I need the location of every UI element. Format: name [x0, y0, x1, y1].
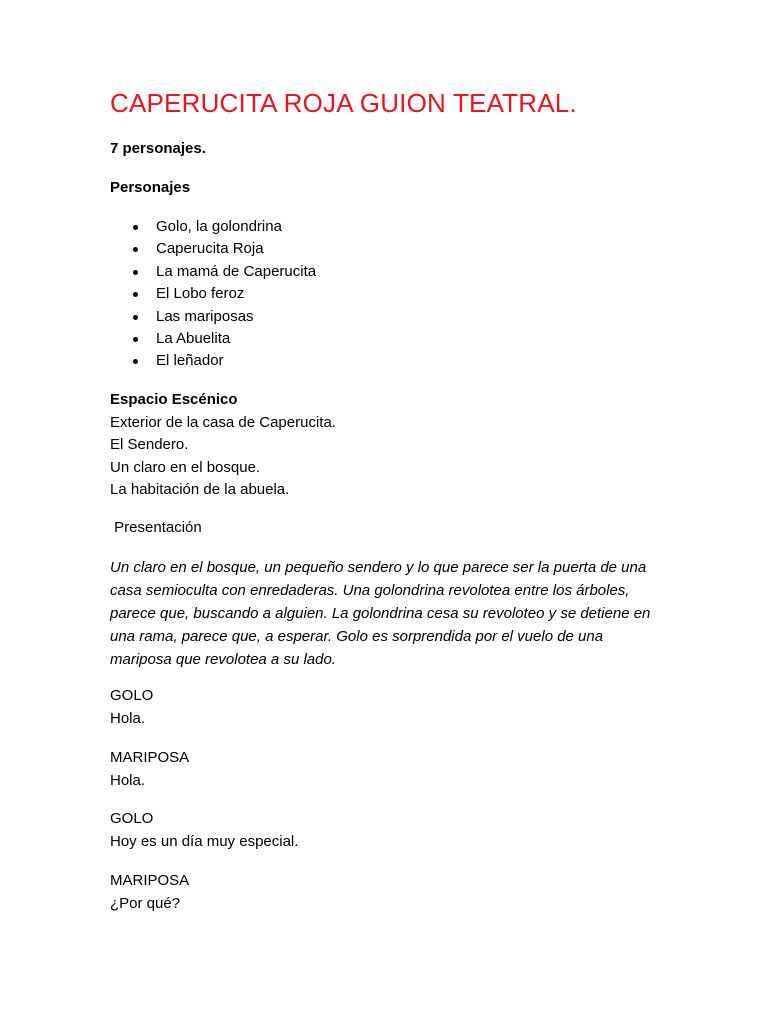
- dialogue-block: [110, 747, 189, 792]
- list-item: [110, 350, 316, 372]
- bullet-icon: [133, 225, 138, 230]
- stage-direction-line: parece que, buscando a alguien. La golondrina cesa su revoloteo y se detiene en: [110, 605, 651, 622]
- character-name: El Lobo feroz: [156, 285, 245, 303]
- setting-heading: Espacio Escénico: [110, 391, 238, 408]
- speaker-name: GOLO: [110, 687, 154, 704]
- characters-list: [110, 216, 316, 373]
- dialogue-block: [110, 685, 153, 730]
- dialogue-line: ¿Por qué?: [110, 894, 181, 912]
- speaker-name: MARIPOSA: [110, 872, 190, 889]
- speaker-name: GOLO: [110, 810, 154, 827]
- speaker-name: MARIPOSA: [110, 749, 190, 766]
- stage-direction-line: Un claro en el bosque, un pequeño sendero y lo que parece ser la puerta de una: [110, 559, 647, 576]
- setting-line: Exterior de la casa de Caperucita.: [110, 413, 336, 431]
- dialogue-block: [110, 870, 189, 915]
- setting-section: [110, 389, 336, 502]
- bullet-icon: [133, 315, 138, 320]
- bullet-icon: [133, 247, 138, 252]
- setting-line: Un claro en el bosque.: [110, 458, 261, 476]
- stage-direction: [110, 556, 650, 671]
- dialogue-block: [110, 808, 298, 853]
- bullet-icon: [133, 359, 138, 364]
- character-name: Las mariposas: [156, 307, 254, 325]
- list-item: [110, 306, 316, 328]
- dialogue-line: Hoy es un día muy especial.: [110, 832, 299, 850]
- character-name: Caperucita Roja: [156, 240, 264, 258]
- setting-line: El Sendero.: [110, 436, 189, 453]
- dialogue-line: Hola.: [110, 709, 146, 727]
- bullet-icon: [133, 337, 138, 342]
- list-item: [110, 238, 316, 260]
- character-name: La mamá de Caperucita: [156, 262, 317, 280]
- character-name: Golo, la golondrina: [156, 218, 282, 235]
- characters-heading: Personajes: [110, 179, 191, 196]
- character-name: El leñador: [156, 352, 224, 370]
- stage-direction-line: casa semioculta con enredaderas. Una golondrina revolotea entre los árboles,: [110, 582, 630, 599]
- list-item: [110, 328, 316, 350]
- character-name: La Abuelita: [156, 329, 231, 347]
- presentation-heading: Presentación: [110, 519, 202, 536]
- list-item: [110, 283, 316, 305]
- bullet-icon: [133, 292, 138, 297]
- bullet-icon: [133, 270, 138, 275]
- stage-direction-line: mariposa que revolotea a su lado.: [110, 651, 336, 668]
- document-title: CAPERUCITA ROJA GUION TEATRAL.: [110, 88, 577, 118]
- list-item: [110, 261, 316, 283]
- dialogue-line: Hola.: [110, 771, 146, 789]
- stage-direction-line: una rama, parece que, a esperar. Golo es sorprendida por el vuelo de una: [110, 628, 604, 645]
- setting-line: La habitación de la abuela.: [110, 481, 290, 498]
- cast-count: 7 personajes.: [110, 140, 206, 157]
- list-item: [110, 216, 316, 238]
